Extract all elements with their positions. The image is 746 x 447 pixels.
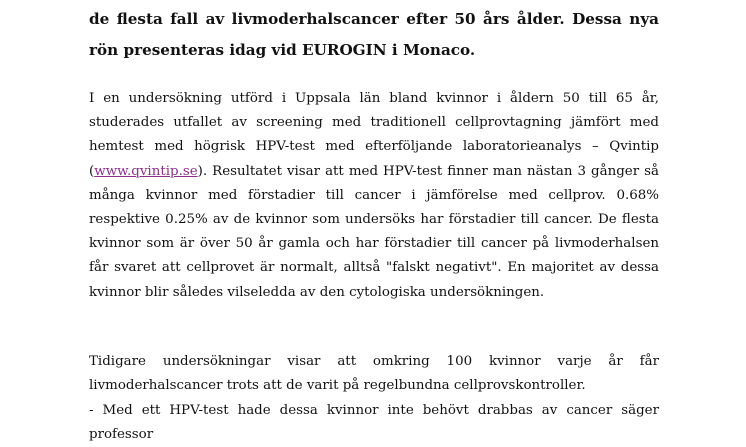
body-paragraph-quote: - Med ett HPV-test hade dessa kvinnor inte behövt drabbas av cancer säger professor: [89, 403, 659, 443]
qvintip-link[interactable]: www.qvintip.se: [94, 163, 198, 179]
lead-paragraph: de flesta fall av livmoderhalscancer efter 50 års ålder. Dessa nya rön presenteras idag vid EUROGIN i Monaco.: [89, 10, 659, 59]
body-paragraph-study: [89, 87, 659, 305]
body-paragraph-previous-studies: Tidigare undersökningar visar att omkring 100 kvinnor varje år får livmoderhalscancer trots att de varit på regelbundna cellprovskontroller.: [89, 354, 659, 394]
study-text-start: I en undersökning utförd i Uppsala län bland kvinnor i åldern 50 till 65 år, studerades utfallet av screening med traditionell cellprovtagning jämfört med hemtest med högrisk HPV-test med efterföljande laboratorieanalys – Qvintip (: [89, 91, 659, 179]
study-text-end: ). Resultatet visar att med HPV-test finner man nästan 3 gånger så många kvinnor med förstadier till cancer i jämförelse med cellprov. 0.68% respektive 0.25% av de kvinnor som undersöks har förstadier till cancer. De flesta kvinnor som är över 50 år gamla och har förstadier till cancer på livmoderhalsen får svaret att cellprovet är normalt, alltså "falskt negativt". En majoritet av dessa kvinnor blir således vilseledda av den cytologiska undersökningen.: [89, 163, 659, 300]
